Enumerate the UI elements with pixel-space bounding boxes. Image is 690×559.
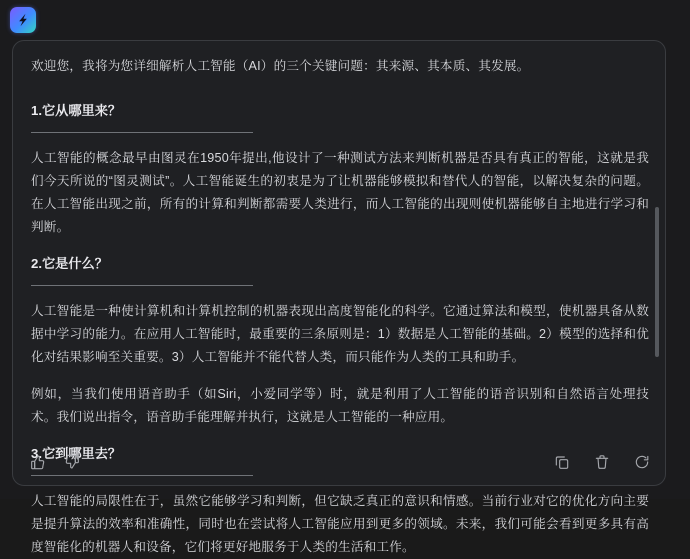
scrollbar-thumb[interactable] — [655, 207, 659, 357]
assistant-message-card — [12, 40, 666, 554]
title-bar — [0, 0, 690, 40]
message-tools — [553, 453, 651, 471]
section-paragraph-2-1: 人工智能是一种使计算机和计算机控制的机器表现出高度智能化的科学。它通过算法和模型，使机器具备从数据中学习的能力。在应用人工智能时，最重要的三条原则是：1）数据是人工智能的基础。2）模型的选择和优化对结果影响至关重要。3）人工智能并不能代替人类，而只能作为人类的工具和助手。 — [31, 304, 649, 364]
message-action-bar — [13, 439, 667, 485]
section-paragraph-1-1: 人工智能的概念最早由图灵在1950年提出,他设计了一种测试方法来判断机器是否具有真正的智能，这就是我们今天所说的“图灵测试”。人工智能诞生的初衷是为了让机器能够模拟和替代人的智能，以解决复杂的问题。在人工智能出现之前，所有的计算和判断都需要人类进行，而人工智能的出现则使机器能够自主地进行学习和判断。 — [31, 151, 649, 234]
section-heading-3: 3.它到哪里去？ — [31, 446, 122, 461]
message-intro: 欢迎您，我将为您详细解析人工智能（AI）的三个关键问题：其来源、其本质、其发展。 — [31, 59, 530, 73]
message-scroll-area[interactable] — [13, 41, 667, 554]
refresh-icon[interactable] — [633, 453, 651, 471]
scrollbar-track[interactable] — [658, 47, 662, 433]
section-divider-2 — [31, 285, 253, 286]
section-paragraph-3-1: 人工智能的局限性在于，虽然它能够学习和判断，但它缺乏真正的意识和情感。当前行业对它的优化方向主要是提升算法的效率和准确性，同时也在尝试将人工智能应用到更多的领域。未来，我们可能会看到更多具有高度智能化的机器人和设备，它们将更好地服务于人类的生活和工作。 — [31, 494, 649, 554]
thumbs-up-icon[interactable] — [29, 453, 47, 471]
section-heading-1: 1.它从哪里来？ — [31, 103, 122, 118]
section-paragraph-2-2: 例如，当我们使用语音助手（如Siri，小爱同学等）时，就是利用了人工智能的语音识别和自然语言处理技术。我们说出指令，语音助手能理解并执行，这就是人工智能的一种应用。 — [31, 387, 649, 424]
copy-icon[interactable] — [553, 453, 571, 471]
feedback-actions — [29, 453, 81, 471]
section-heading-2: 2.它是什么？ — [31, 256, 108, 271]
thumbs-down-icon[interactable] — [63, 453, 81, 471]
trash-icon[interactable] — [593, 453, 611, 471]
section-divider-1 — [31, 132, 253, 133]
app-logo-icon — [10, 7, 36, 33]
